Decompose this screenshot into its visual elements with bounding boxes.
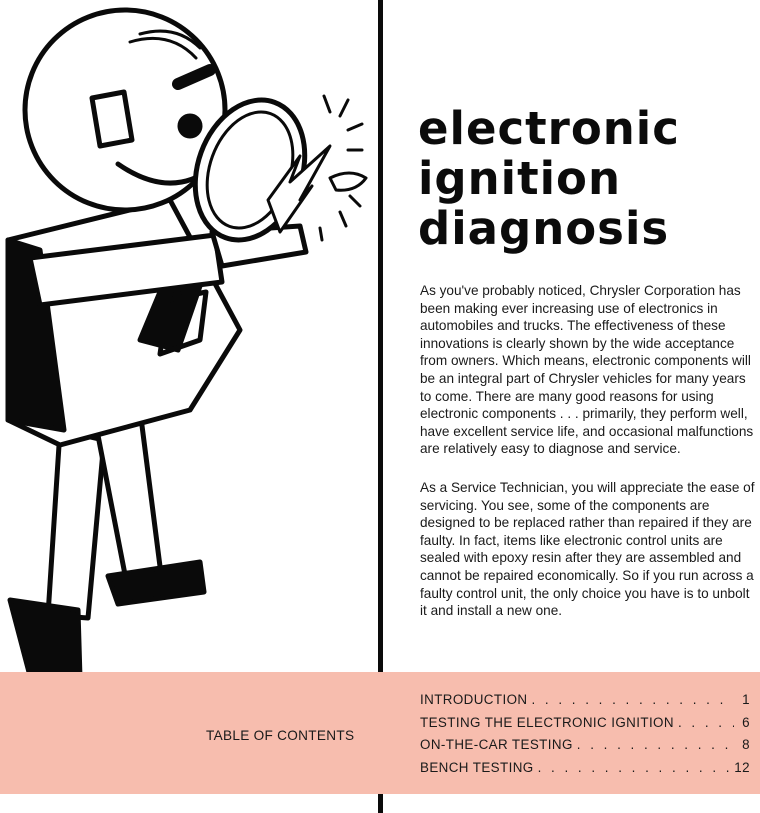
toc-item-page: 6 bbox=[742, 714, 750, 730]
toc-item-title: INTRODUCTION bbox=[420, 692, 528, 707]
title-line: ignition bbox=[418, 152, 621, 205]
toc-leader bbox=[531, 692, 734, 707]
toc-item-title: TESTING THE ELECTRONIC IGNITION bbox=[420, 714, 674, 730]
toc-leader bbox=[678, 715, 734, 730]
toc-item-page: 1 bbox=[742, 692, 750, 707]
toc-item-page: 8 bbox=[742, 737, 750, 752]
toc-item-introduction[interactable] bbox=[420, 692, 750, 715]
toc-item-title: ON-THE-CAR TESTING bbox=[420, 737, 573, 752]
toc-item-bench-testing[interactable] bbox=[420, 760, 750, 783]
toc-item-testing-electronic-ignition[interactable] bbox=[420, 715, 750, 738]
page-title bbox=[418, 104, 748, 254]
table-of-contents bbox=[420, 692, 750, 782]
toc-item-on-the-car-testing[interactable] bbox=[420, 737, 750, 760]
toc-item-page: 12 bbox=[734, 759, 750, 775]
service-paragraph: As a Service Technician, you will appreciate the ease of servicing. You see, some of the components are designed to be replaced rather than repaired if they are faulty. In fact, items like electronic control units are sealed with epoxy resin after they are assembled and cannot be repaired economically. So if you run across a faulty control unit, the only choice you have is to unbolt it and install a new one. bbox=[420, 480, 755, 619]
toc-leader bbox=[577, 737, 734, 752]
toc-leader bbox=[538, 760, 731, 775]
toc-item-title: BENCH TESTING bbox=[420, 759, 534, 775]
title-line: diagnosis bbox=[418, 202, 670, 255]
intro-paragraph: As you've probably noticed, Chrysler Corporation has been making ever increasing use of electronics in automobiles and trucks. The effectiveness of these innovations is clearly shown by the wide acceptance from owners. Which means, electronic components will be an integral part of Chrysler vehicles for many years to come. There are many good reasons for using electronic components . . . primarily, they perform well, have excellent service life, and occasional malfunctions are relatively easy to diagnose and service. bbox=[420, 283, 754, 457]
title-line: electronic bbox=[418, 102, 680, 155]
cartoon-technician-illustration bbox=[0, 0, 378, 700]
toc-label: TABLE OF CONTENTS bbox=[206, 728, 355, 743]
